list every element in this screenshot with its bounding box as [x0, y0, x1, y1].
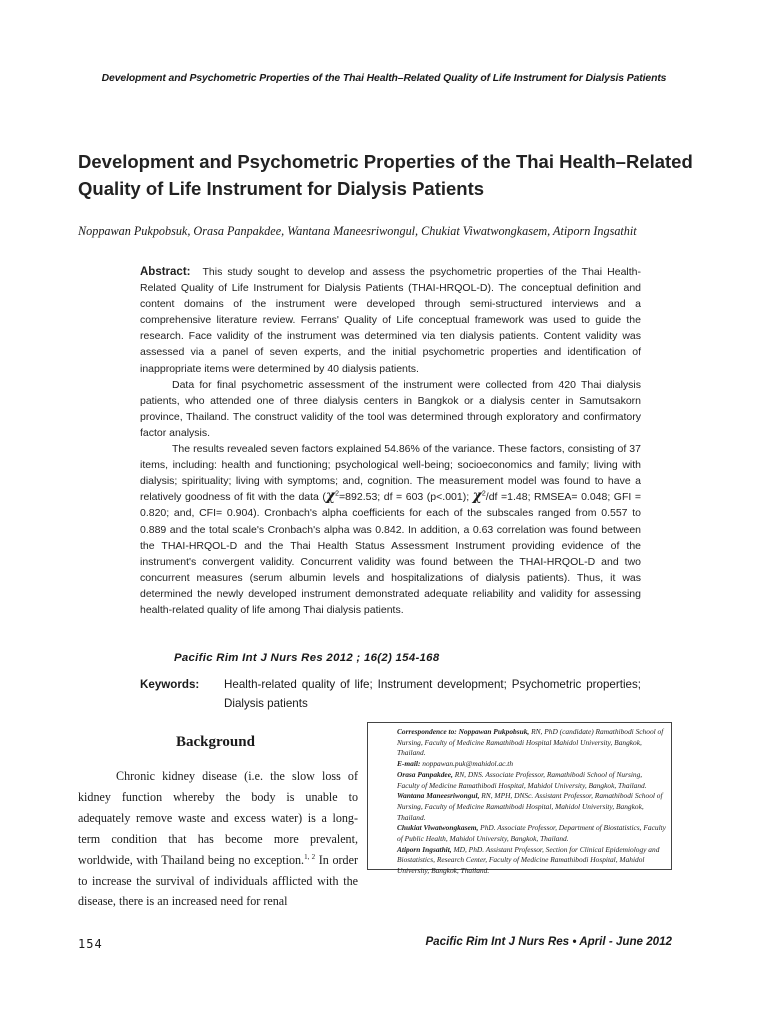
abstract-block — [140, 264, 641, 618]
abstract-text-1: This study sought to develop and assess the psychometric properties of the Thai Health-Related Quality of Life Instrument for Dialysis Patients (THAI-HRQOL-D). The conceptual definition and content domains of the instrument were developed through semi-structured interviews and a comprehensive literature review. Ferrans' Quality of Life conceptual framework was used to guide the research. Face validity of the instrument was determined via ten dialysis patients. Content validity was assessed via a panel of seven experts, and the initial psychometric properties and identification of inappropriate items were determined by 40 dialysis patients. — [140, 266, 641, 375]
author-list: Noppawan Pukpobsuk, Orasa Panpakdee, Wantana Maneesriwongul, Chukiat Viwatwongkasem, Atiporn Ingsathit — [78, 224, 637, 238]
chi-square-symbol: χ — [325, 488, 336, 505]
correspondence-name: Noppawan Pukpobsuk, — [456, 727, 530, 736]
abstract-label: Abstract: — [140, 266, 191, 278]
section-heading-background: Background — [176, 734, 255, 750]
page-number: 154 — [78, 937, 103, 951]
background-body — [78, 766, 358, 912]
keywords-label: Keywords: — [140, 678, 200, 691]
coauthor-name: Chukiat Viwatwongkasem, — [397, 823, 479, 833]
background-paragraph — [78, 766, 358, 912]
running-head: Development and Psychometric Properties of the Thai Health–Related Quality of Life Instrument for Dialysis Patients — [101, 73, 667, 84]
coauthor-affiliation: RN, MPH, DNSc. Assistant Professor, Ramathibodi School of Nursing, Faculty of Medicine Ramathibodi Hospital, Mahidol University, Bangkok, Thailand. — [397, 791, 663, 822]
background-text-2: In order to increase the survival of individuals afflicted with the disease, there is an increased need for renal — [78, 852, 358, 909]
keywords-block — [140, 676, 641, 713]
abstract-paragraph-2: Data for final psychometric assessment of the instrument were collected from 420 Thai dialysis patients, who attended one of three dialysis centers in Bangkok or a dialysis center in Samutsakorn province, Thailand. The construct validity of the tool was determined through exploratory and confirmatory factor analysis. — [140, 378, 641, 439]
correspondence-label: Correspondence to: — [397, 727, 457, 736]
coauthor-entry — [397, 770, 666, 791]
coauthor-entry — [397, 791, 666, 823]
correspondence-affiliation: RN, PhD (candidate) Ramathibodi School of Nursing, Faculty of Medicine Ramathibodi Hospital Mahidol University, Bangkok, Thailand. — [397, 727, 664, 758]
abstract-text-3c: /df =1.48; RMSEA= 0.048; GFI = 0.820; and, CFI= 0.904). Cronbach's alpha coefficients for each of the subscales ranged from 0.557 to 0.889 and the total scale's Cronbach's alpha was 0.842. In addition, a 0.63 correlation was found between the THAI-HRQOL-D and the Thai Health Status Assessment Instrument providing evidence of the instrument's convergent validity. Concurrent validity was found between the THAI-HRQOL-D and two concurrent measures (serum albumin levels and hospitalizations of dialysis patients). Thus, it was determined the newly developed instrument demonstrated adequate reliability and validity for assessing health-related quality of life among Thai dialysis patients. — [140, 491, 641, 616]
footer-journal-info: Pacific Rim Int J Nurs Res • April - June 2012 — [425, 935, 672, 948]
coauthor-entry — [397, 823, 666, 844]
coauthor-entry — [397, 845, 666, 877]
email-label: E-mail: — [397, 759, 421, 769]
correspondence-entry — [397, 727, 666, 759]
abstract-paragraph-3 — [140, 441, 641, 618]
background-text: Chronic kidney disease (i.e. the slow loss of kidney function whereby the body is unable to adequately remove waste and excess water) is a long-term condition that has become more prevalent, worldwide, with Thailand being no exception. — [78, 769, 358, 867]
email-address[interactable]: noppawan.puk@mahidol.ac.th — [420, 759, 514, 769]
coauthor-affiliation: MD, PhD. Assistant Professor, Section for Clinical Epidemiology and Biostatistics, Research Center, Faculty of Medicine Ramathibodi Hospital, Mahidol University, Bangkok, Thailand. — [397, 844, 660, 876]
coauthor-affiliation: RN, DNS. Associate Professor, Ramathibodi School of Nursing, Faculty of Medicine Ramathibodi Hospital, Mahidol University, Bangkok, Thailand. — [397, 769, 647, 790]
reference-superscript: 1, 2 — [304, 852, 316, 861]
abstract-paragraph-1 — [140, 264, 641, 377]
abstract-text-3b: =892.53; df = 603 (p<.001); — [339, 491, 470, 504]
article-title: Development and Psychometric Properties of the Thai Health–Related Quality of Life Instrument for Dialysis Patients — [78, 151, 693, 199]
correspondence-box — [367, 722, 672, 876]
coauthor-name: Wantana Maneesriwongul, — [397, 791, 480, 801]
chi-square-symbol: χ — [472, 488, 482, 505]
abstract-text-3a: The results revealed seven factors explained 54.86% of the variance. These factors, consisting of 37 items, including: health and functioning; psychological well-being; socioeconomics and family; living with dialysis; spirituality; living with symptoms; and, cognition. The measurement model was found to have a relatively goodness of fit with the data ( — [140, 443, 641, 504]
superscript: 2 — [335, 490, 340, 498]
citation-line: Pacific Rim Int J Nurs Res 2012 ; 16(2) 154-168 — [174, 652, 440, 664]
coauthor-name: Atiporn Ingsathit, — [397, 844, 452, 854]
email-entry — [397, 759, 666, 770]
coauthor-name: Orasa Panpakdee, — [397, 769, 453, 779]
coauthor-affiliation: PhD. Associate Professor, Department of Biostatistics, Faculty of Public Health, Mahidol University, Bangkok, Thailand. — [397, 823, 666, 844]
keywords-text: Health-related quality of life; Instrument development; Psychometric properties; Dialysis patients — [224, 678, 641, 710]
superscript: 2 — [481, 490, 486, 498]
